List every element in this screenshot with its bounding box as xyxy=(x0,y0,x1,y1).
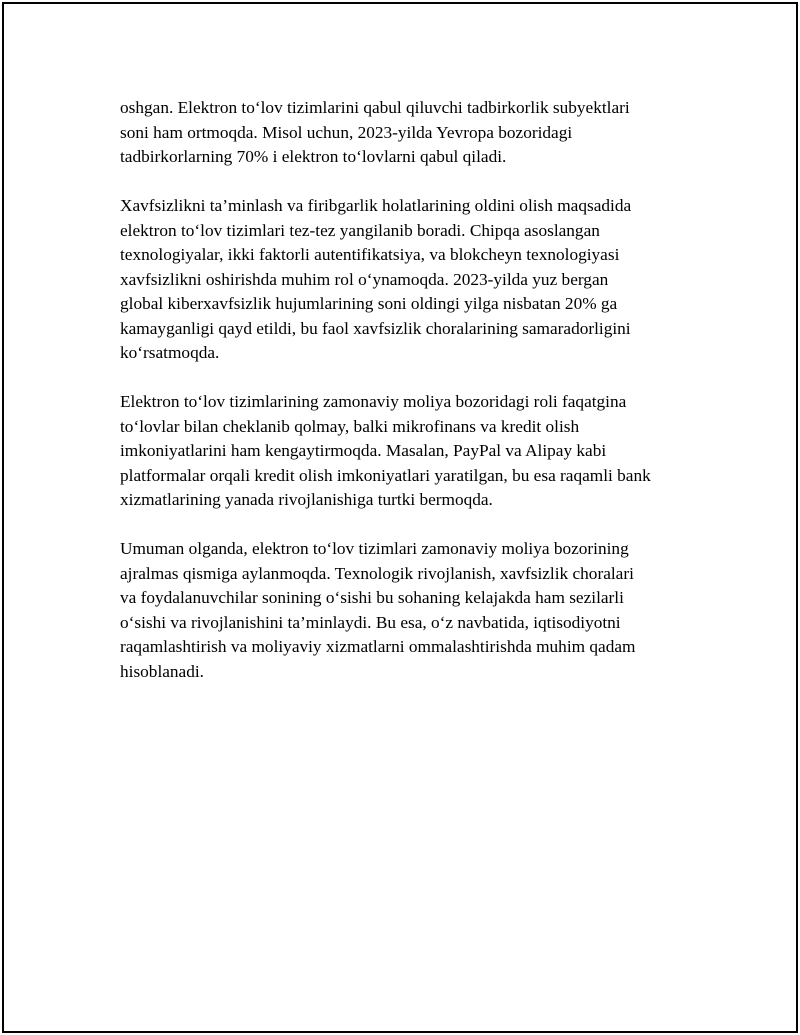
paragraph-2: Xavfsizlikni ta’minlash va firibgarlik holatlarining oldini olish maqsadida elektron to‘lov tizimlari tez-tez yangilanib boradi. Chipqa asoslangan texnologiyalar, ikki faktorli autentifikatsiya, va blokcheyn texnologiyasi xavfsizlikni oshirishda muhim rol o‘ynamoqda. 2023-yilda yuz bergan global kiberxavfsizlik hujumlarining soni oldingi yilga nisbatan 20% ga kamayganligi qayd etildi, bu faol xavfsizlik choralarining samaradorligini ko‘rsatmoqda. xyxy=(120,196,632,362)
paragraph-3: Elektron to‘lov tizimlarining zamonaviy moliya bozoridagi roli faqatgina to‘lovlar bilan cheklanib qolmay, balki mikrofinans va kredit olish imkoniyatlarini ham kengaytirmoqda. Masalan, PayPal va Alipay kabi platformalar orqali kredit olish imkoniyatlari yaratilgan, bu esa raqamli bank xizmatlarining yanada rivojlanishiga turtki bermoqda. xyxy=(120,392,651,509)
page-border xyxy=(2,2,798,1033)
document-body xyxy=(120,96,700,709)
paragraph-4: Umuman olganda, elektron to‘lov tizimlari zamonaviy moliya bozorining ajralmas qismiga aylanmoqda. Texnologik rivojlanish, xavfsizlik choralari va foydalanuvchilar sonining o‘sishi bu sohaning kelajakda ham sezilarli o‘sishi va rivojlanishini ta’minlaydi. Bu esa, o‘z navbatida, iqtisodiyotni raqamlashtirish va moliyaviy xizmatlarni ommalashtirishda muhim qadam hisoblanadi. xyxy=(120,539,636,681)
paragraph-1: oshgan. Elektron to‘lov tizimlarini qabul qiluvchi tadbirkorlik subyektlari soni ham ortmoqda. Misol uchun, 2023-yilda Yevropa bozoridagi tadbirkorlarning 70% i elektron to‘lovlarni qabul qiladi. xyxy=(120,98,630,166)
